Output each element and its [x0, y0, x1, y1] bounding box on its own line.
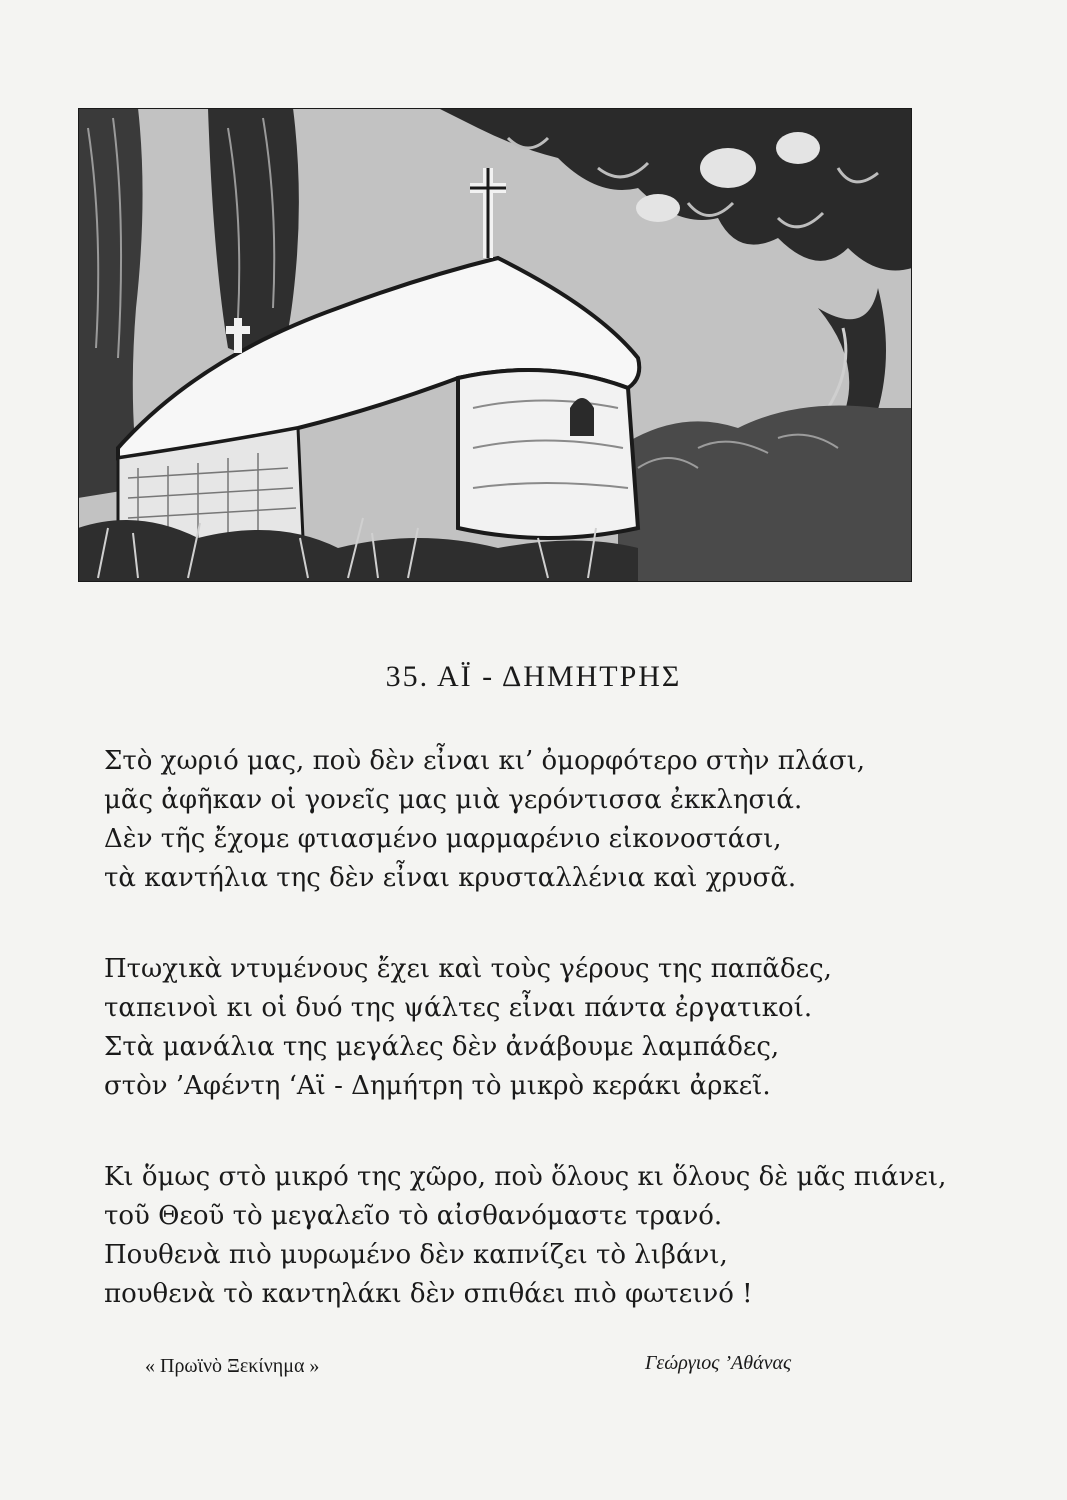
poem-line: Κι ὅμως στὸ μικρό της χῶρο, ποὺ ὅλους κι ὅλους δὲ μᾶς πιάνει,: [104, 1162, 947, 1192]
poem-line: ταπεινοὶ κι οἱ δυό της ψάλτες εἶναι πάντα ἐργατικοί.: [104, 993, 813, 1023]
poem-line: Στὰ μανάλια της μεγάλες δὲν ἀνάβουμε λαμπάδες,: [104, 1032, 780, 1062]
author-name: Γεώργιος ’Αθάνας: [645, 1352, 792, 1374]
poem-line: Πτωχικὰ ντυμένους ἔχει καὶ τοὺς γέρους της παπᾶδες,: [104, 954, 832, 984]
poem-line: Πουθενὰ πιὸ μυρωμένο δὲν καπνίζει τὸ λιβάνι,: [104, 1240, 728, 1270]
stanza-3: [104, 1158, 984, 1314]
church-illustration: [78, 108, 912, 582]
source-title: « Πρωϊνὸ Ξεκίνημα »: [145, 1355, 320, 1377]
poem-line: Στὸ χωριό μας, ποὺ δὲν εἶναι κι’ ὀμορφότερο στὴν πλάσι,: [104, 746, 866, 776]
poem-line: τοῦ Θεοῦ τὸ μεγαλεῖο τὸ αἰσθανόμαστε τρανό.: [104, 1201, 723, 1231]
poem-line: τὰ καντήλια της δὲν εἶναι κρυσταλλένια καὶ χρυσᾶ.: [104, 863, 797, 893]
stanza-2: [104, 950, 984, 1106]
poem-line: πουθενὰ τὸ καντηλάκι δὲν σπιθάει πιὸ φωτεινό !: [104, 1279, 753, 1309]
poem-line: μᾶς ἀφῆκαν οἱ γονεῖς μας μιὰ γερόντισσα ἐκκλησιά.: [104, 785, 803, 815]
chapel-woodcut-image: [78, 108, 912, 582]
poem-title: 35. ΑΪ - ΔΗΜΗΤΡΗΣ: [385, 660, 682, 693]
poem-line: Δὲν τῆς ἔχομε φτιασμένο μαρμαρένιο εἰκονοστάσι,: [104, 824, 782, 854]
poem-line: στὸν ’Αφέντη ‘Αϊ - Δημήτρη τὸ μικρὸ κεράκι ἀρκεῖ.: [104, 1071, 771, 1101]
poem-body: [104, 742, 984, 1366]
stanza-1: [104, 742, 984, 898]
